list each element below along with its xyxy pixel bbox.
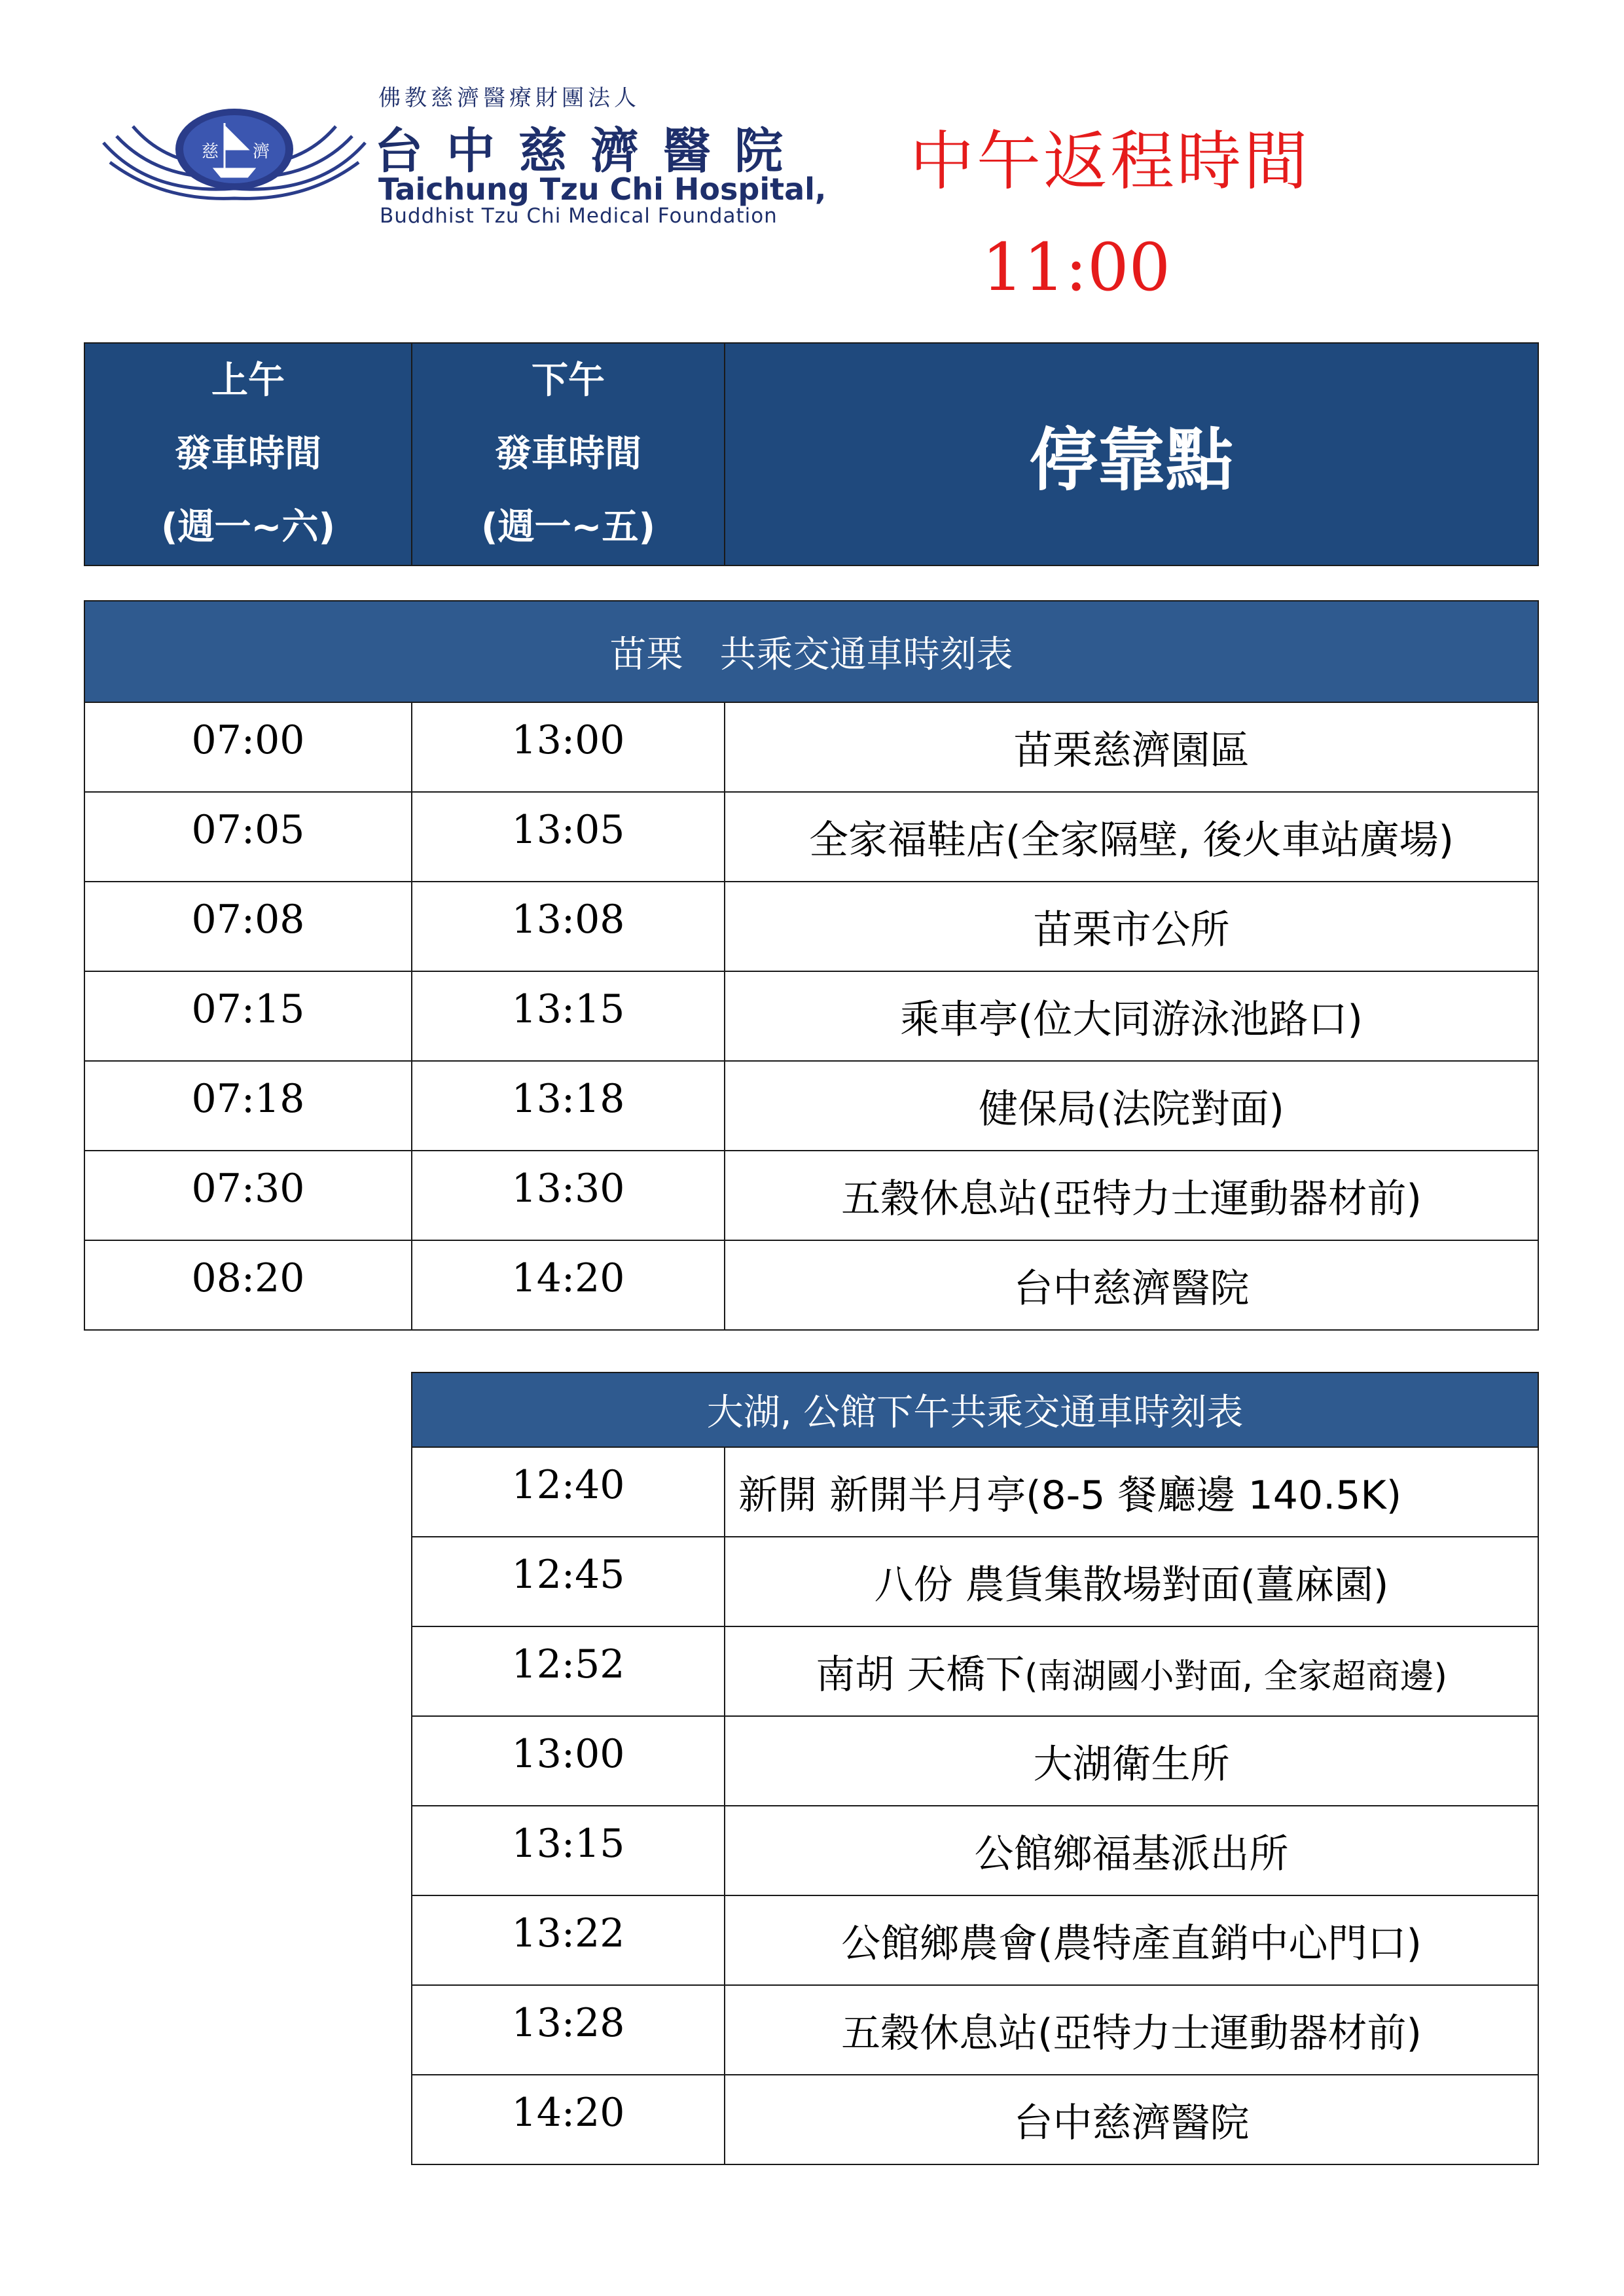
foundation-name: Buddhist Tzu Chi Medical Foundation (380, 204, 778, 228)
pm-time-cell: 13:00 (412, 702, 725, 792)
hospital-logo-emblem (97, 97, 372, 202)
am-time-cell: 07:00 (84, 702, 412, 792)
stop-cell: 五穀休息站(亞特力士運動器材前) (725, 1151, 1538, 1240)
table-row (412, 1806, 1538, 1895)
pm-time-cell: 13:22 (412, 1895, 725, 1985)
stop-cell: 台中慈濟醫院 (725, 2075, 1538, 2164)
pm-time-cell: 12:52 (412, 1626, 725, 1716)
am-time-cell: 07:08 (84, 882, 412, 971)
table-row (84, 1240, 1538, 1330)
table-row (412, 1626, 1538, 1716)
stop-note: (南湖國小對面, 全家超商邊) (1024, 1657, 1447, 1696)
stop-cell: 八份 農貨集散場對面(薑麻園) (725, 1537, 1538, 1626)
table-row (84, 971, 1538, 1061)
organization-name: 佛教慈濟醫療財團法人 (378, 85, 640, 111)
logo-char-ci: 慈 (202, 142, 219, 162)
pm-time-cell: 13:18 (412, 1061, 725, 1151)
stop-cell: 公館鄉福基派出所 (725, 1806, 1538, 1895)
am-time-cell: 07:05 (84, 792, 412, 882)
stop-cell: 台中慈濟醫院 (725, 1240, 1538, 1330)
miaoli-section-title: 苗栗 共乘交通車時刻表 (84, 601, 1538, 702)
stop-cell: 新開 新開半月亭(8-5 餐廳邊 140.5K) (725, 1447, 1538, 1537)
pm-departure-header: 下午 發車時間 (週一~五) (412, 343, 725, 565)
dahu-section-title: 大湖, 公館下午共乘交通車時刻表 (412, 1372, 1538, 1447)
table-row (84, 882, 1538, 971)
pm-time-cell: 13:05 (412, 792, 725, 882)
hospital-name-chinese: 台中慈濟醫院 (374, 123, 806, 179)
miaoli-schedule-table (84, 600, 1539, 1331)
pm-time-cell: 14:20 (412, 2075, 725, 2164)
pm-time-cell: 13:08 (412, 882, 725, 971)
stop-cell (725, 1626, 1538, 1716)
table-row (412, 2075, 1538, 2164)
return-time: 11:00 (982, 229, 1171, 306)
table-row (412, 1895, 1538, 1985)
hospital-name-english: Taichung Tzu Chi Hospital, (378, 171, 827, 207)
stop-cell: 乘車亭(位大同游泳池路口) (725, 971, 1538, 1061)
pm-time-cell: 14:20 (412, 1240, 725, 1330)
pm-time-cell: 13:28 (412, 1985, 725, 2075)
pm-time-cell: 13:30 (412, 1151, 725, 1240)
am-time-cell: 07:30 (84, 1151, 412, 1240)
table-row (84, 792, 1538, 882)
stop-cell: 健保局(法院對面) (725, 1061, 1538, 1151)
am-time-cell: 07:18 (84, 1061, 412, 1151)
table-row (412, 1985, 1538, 2075)
table-row (412, 1716, 1538, 1806)
pm-time-cell: 13:00 (412, 1716, 725, 1806)
table-row (84, 1151, 1538, 1240)
stop-cell: 苗栗市公所 (725, 882, 1538, 971)
stop-cell: 五穀休息站(亞特力士運動器材前) (725, 1985, 1538, 2075)
pm-time-cell: 12:45 (412, 1537, 725, 1626)
am-time-cell: 08:20 (84, 1240, 412, 1330)
logo-char-ji: 濟 (253, 142, 270, 162)
table-row (412, 1447, 1538, 1537)
document-title: 中午返程時間 (910, 124, 1311, 199)
stop-main: 南胡 天橋下 (816, 1651, 1025, 1698)
stop-cell: 苗栗慈濟園區 (725, 702, 1538, 792)
stop-cell: 大湖衛生所 (725, 1716, 1538, 1806)
table-row (412, 1537, 1538, 1626)
stop-cell: 全家福鞋店(全家隔壁, 後火車站廣場) (725, 792, 1538, 882)
dahu-gongguan-schedule-table (411, 1372, 1539, 2165)
am-departure-header: 上午 發車時間 (週一~六) (84, 343, 412, 565)
pm-time-cell: 13:15 (412, 1806, 725, 1895)
stop-cell: 公館鄉農會(農特產直銷中心門口) (725, 1895, 1538, 1985)
column-header-table (84, 342, 1539, 566)
pm-time-cell: 12:40 (412, 1447, 725, 1537)
table-row (84, 1061, 1538, 1151)
am-time-cell: 07:15 (84, 971, 412, 1061)
pm-time-cell: 13:15 (412, 971, 725, 1061)
table-row (84, 702, 1538, 792)
stop-header: 停靠點 (725, 343, 1538, 565)
